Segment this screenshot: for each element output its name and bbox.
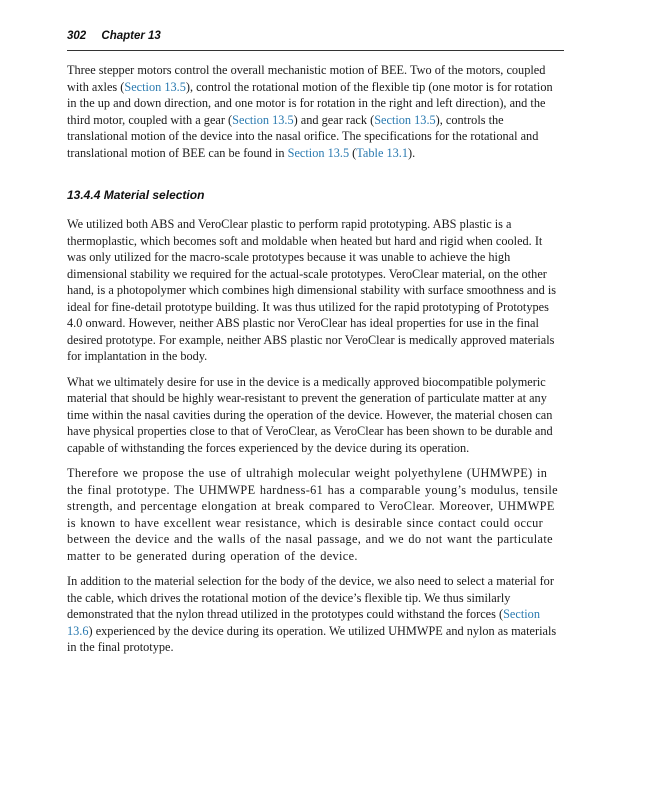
section-link[interactable]: Section 13.5	[287, 145, 350, 160]
chapter-label: Chapter 13	[101, 30, 161, 42]
section-link[interactable]: Section 13.5	[124, 79, 186, 94]
page-number: 302	[67, 30, 87, 42]
section-link[interactable]: Section 13.5	[232, 112, 294, 127]
paragraph-uhmwpe: Therefore we propose the use of ultrahigh molecular weight polyethylene (UHMWPE) in the final prototype. The UHMWPE hardness-61 has a comparable young’s modulus, tensile strength, and percentage elongation at break compared to VeroClear. Moreover, UHMWPE is known to have excellent wear resistance, which is desirable since contact could occur between the device and the walls of the nasal passage, and we do not want the particulate matter to be generated during operation of the device.	[67, 466, 558, 563]
page-body	[67, 62, 564, 665]
section-heading: 13.4.4 Material selection	[67, 188, 205, 202]
running-header	[67, 30, 564, 51]
paragraph-desired-material: What we ultimately desire for use in the device is a medically approved biocompatible polymeric material that should be highly wear-resistant to prevent the generation of particulate matter at any time within the nasal cavities during the operation of the device. However, the material chosen can have physical properties close to that of VeroClear, as VeroClear has been shown to be durable and capable of withstanding the forces experienced by the device during its operation.	[67, 374, 553, 455]
table-link[interactable]: Table 13.1	[356, 145, 409, 160]
section-link[interactable]: Section 13.5	[374, 112, 436, 127]
section-link[interactable]: Section 13.6	[67, 607, 540, 638]
paragraph-abs-verowclear: We utilized both ABS and VeroClear plastic to perform rapid prototyping. ABS plastic is a thermoplastic, which becomes soft and moldable when heated but hard and rigid when cooled. It was only utilized for the macro-scale prototypes because it was unable to achieve the high dimensional stability we required for the actual-scale prototypes. VeroClear material, on the other hand, is a photopolymer which combines high dimensional stability with surface smoothness and is ideal for fine-detail prototype building. It was thus utilized for the rapid prototyping of Prototypes 4.0 onward. However, neither ABS plastic nor VeroClear has ideal properties for use in the final desired prototype. For example, neither ABS plastic nor VeroClear is medically approved materials for implantation in the body.	[67, 217, 557, 363]
paragraph-cable-material: In addition to the material selection for the body of the device, we also need to select a material for the cable, which drives the rotational motion of the device’s flexible tip. We thus similarly demonstrated that the nylon thread utilized in the prototypes could withstand the forces (Section 13.6) experienced by the device during its operation. We utilized UHMWPE and nylon as materials in the final prototype.	[67, 574, 557, 654]
intro-paragraph: Three stepper motors control the overall mechanistic motion of BEE. Two of the motors, coupled with axles (Section 13.5), control the rotational motion of the flexible tip (one motor is for rotation in the up and down direction, and one motor is for rotation in the right and left direction), and the third motor, coupled with a gear (Section 13.5) and gear rack (Section 13.5), controls the translational motion of the device into the nasal orifice. The specifications for the rotational and translational motion of BEE can be found in Section 13.5 (Table 13.1).	[67, 63, 553, 160]
